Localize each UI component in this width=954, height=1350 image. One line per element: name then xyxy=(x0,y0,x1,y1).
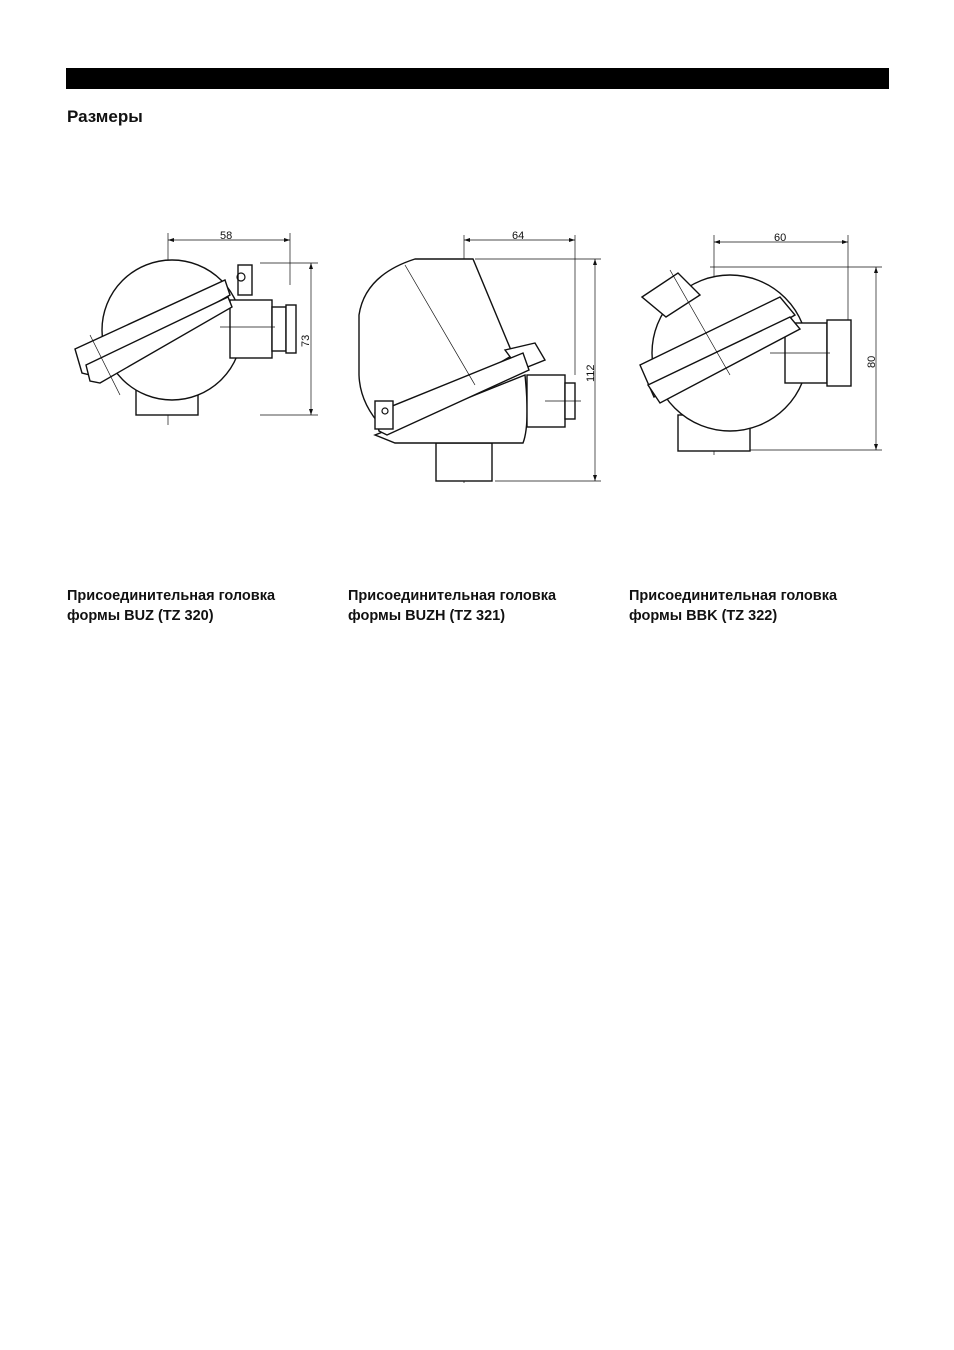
caption-line: Присоединительная головка xyxy=(629,588,838,604)
height-dim-label: 73 xyxy=(300,334,312,347)
caption-buz xyxy=(67,586,275,626)
caption-line: формы BUZ (TZ 320) xyxy=(67,608,214,624)
caption-line: Присоединительная головка xyxy=(348,588,557,604)
drawing-bbk xyxy=(630,225,890,460)
caption-line: формы BUZH (TZ 321) xyxy=(348,608,506,624)
caption-line: формы BBK (TZ 322) xyxy=(629,608,778,624)
drawing-buz xyxy=(60,225,330,430)
height-dim-label: 80 xyxy=(866,355,878,368)
width-dim-label: 64 xyxy=(512,230,525,242)
width-dim-label: 60 xyxy=(774,232,787,244)
drawing-buzh xyxy=(345,225,610,490)
header-bar xyxy=(66,68,889,89)
height-dim-label: 112 xyxy=(585,364,597,382)
width-dim-label: 58 xyxy=(220,230,233,242)
caption-bbk xyxy=(629,586,837,626)
caption-line: Присоединительная головка xyxy=(67,588,276,604)
caption-buzh xyxy=(348,586,556,626)
section-title: Размеры xyxy=(67,107,143,126)
